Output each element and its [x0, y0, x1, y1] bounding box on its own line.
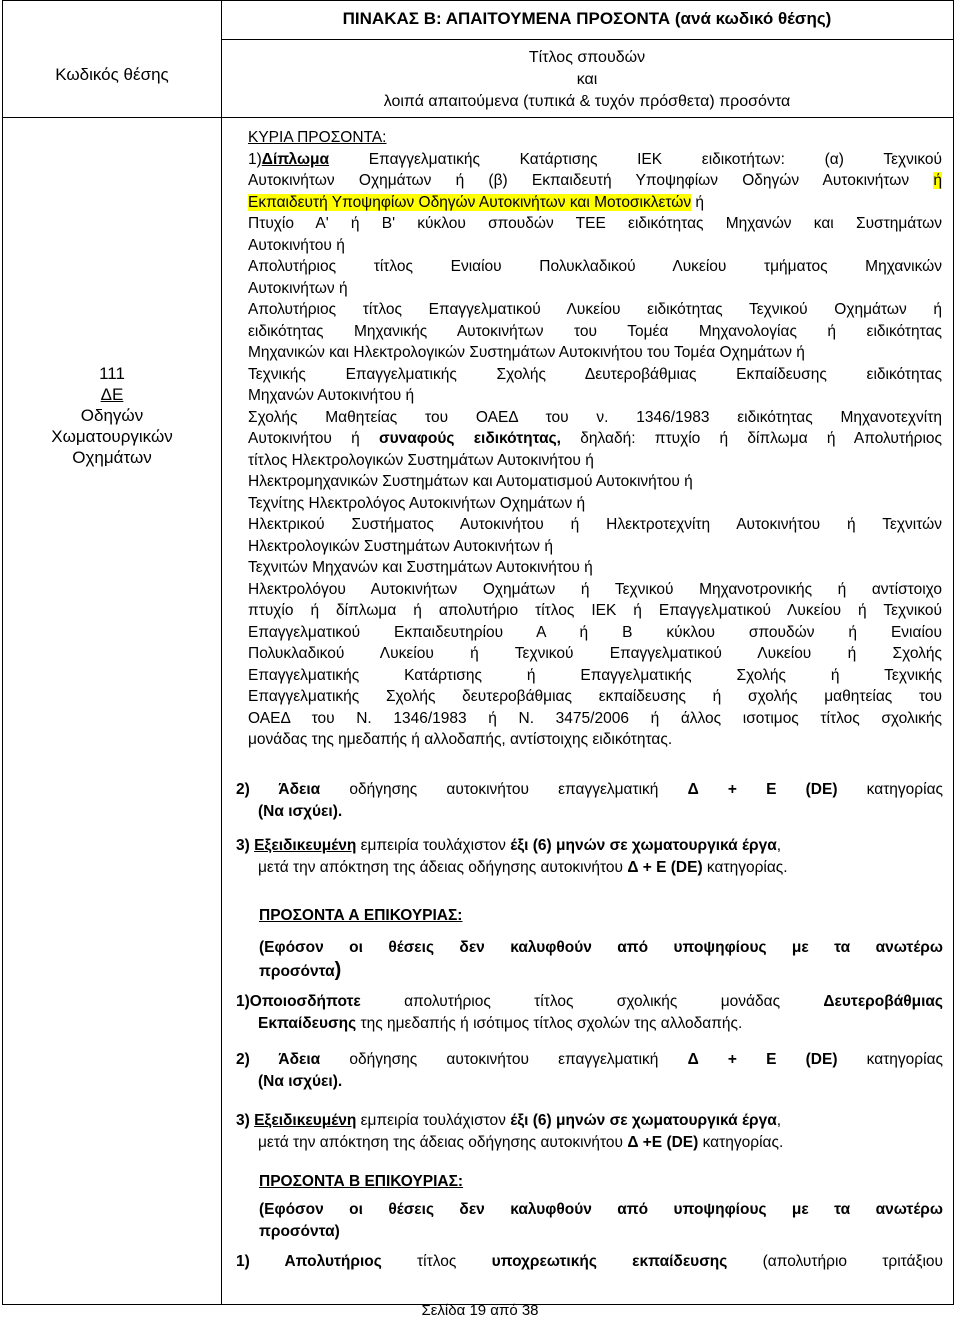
main-line: Αυτοκινήτου ή συναφούς ειδικότητας, δηλαδή: πτυχίο ή δίπλωμα ή Απολυτήριος — [248, 430, 943, 447]
main-line: Τεχνιτών Μηχανών και Συστημάτων Αυτοκινήτου ή — [248, 559, 593, 576]
main-line: Τεχνίτης Ηλεκτρολόγος Αυτοκινήτων Οχημάτων ή — [248, 494, 586, 512]
auxiliary-a-section: ΠΡΟΣΟΝΤΑ Α ΕΠΙΚΟΥΡΙΑΣ: (Εφόσον οι θέσεις δεν καλυφθούν από υποψηφίους με τα ανωτέρω προσόντα) — [259, 907, 943, 981]
position-name-line-1: Οδηγών — [80, 406, 144, 425]
column-header-code: Κωδικός θέσης — [55, 65, 169, 84]
auxiliary-a-item-2: 2) Άδεια οδήγησης αυτοκινήτου επαγγελματική Δ + Ε (DE) κατηγορίας (Να ισχύει). — [236, 1051, 943, 1090]
auxiliary-a-item-1: 1)Οποιοσδήποτε απολυτήριος τίτλος σχολικής μονάδας Δευτεροβάθμιας Εκπαίδευσης της ημεδαπής ή ισότιμος τίτλος σχολών της αλλοδαπής. — [236, 993, 943, 1032]
auxiliary-a-heading: ΠΡΟΣΟΝΤΑ Α ΕΠΙΚΟΥΡΙΑΣ: — [259, 907, 463, 924]
main-line: Εκπαιδευτή Υποψηφίων Οδηγών Αυτοκινήτων και Μοτοσικλετών ή — [248, 193, 705, 211]
main-line: Τεχνικής Επαγγελματικής Σχολής Δευτεροβάθμιας Εκπαίδευσης ειδικότητας — [248, 365, 942, 383]
main-line: πτυχίο ή δίπλωμα ή απολυτήριο τίτλος ΙΕΚ ή Επαγγελματικού Λυκείου ή Τεχνικού — [248, 602, 942, 619]
requirements-table — [2, 0, 954, 1305]
main-line: Επαγγελματικής Κατάρτισης ή Επαγγελματικής Σχολής ή Τεχνικής — [248, 666, 942, 684]
main-line: Μηχανών Αυτοκινήτου ή — [248, 387, 415, 404]
main-line: Πτυχίο Α' ή Β' κύκλου σπουδών ΤΕΕ ειδικότητας Μηχανών και Συστημάτων — [248, 215, 942, 232]
page-footer: Σελίδα 19 από 38 — [421, 1302, 539, 1319]
main-line: ειδικότητας Μηχανικής Αυτοκινήτων του Τομέα Μηχανολογίας ή ειδικότητας — [248, 322, 942, 340]
main-heading — [248, 127, 942, 149]
row-divider-header — [3, 117, 953, 118]
main-line: Απολυτήριος τίτλος Ενιαίου Πολυκλαδικού Λυκείου τμήματος Μηχανικών — [248, 258, 942, 275]
position-code: 111 — [99, 364, 125, 383]
auxiliary-b-section: ΠΡΟΣΟΝΤΑ Β ΕΠΙΚΟΥΡΙΑΣ: (Εφόσον οι θέσεις δεν καλυφθούν από υποψηφίους με τα ανωτέρω προσόντα) — [259, 1173, 943, 1240]
main-line: Αυτοκινήτων ή — [248, 279, 348, 297]
auxiliary-a-item-3: 3) Εξειδικευμένη εμπειρία τουλάχιστον έξι (6) μηνών σε χωματουργικά έργα, μετά την απόκτηση της άδειας οδήγησης αυτοκινήτου Δ +Ε (DE) κατηγορίας. — [236, 1112, 784, 1151]
main-line: Ηλεκτρολόγου Αυτοκινήτων Οχημάτων ή Τεχνικού Μηχανοτρονικής ή αντίστοιχο — [248, 580, 942, 598]
auxiliary-b-item-1: 1) Απολυτήριος τίτλος υποχρεωτικής εκπαίδευσης (απολυτήριο τριτάξιου — [236, 1253, 943, 1270]
main-line: 1)Δίπλωμα Επαγγελματικής Κατάρτισης ΙΕΚ ειδικοτήτων: (α) Τεχνικού — [248, 150, 942, 168]
main-line: Ηλεκτρικού Συστήματος Αυτοκινήτου ή Ηλεκτροτεχνίτη Αυτοκινήτου ή Τεχνιτών — [248, 516, 942, 533]
main-line: Επαγγελματικής Σχολής δευτεροβάθμιας εκπαίδευσης ή σχολής μαθητείας του — [248, 688, 942, 705]
header-line-1: Τίτλος σπουδών — [528, 49, 646, 66]
main-line: Επαγγελματικού Εκπαιδευτηρίου Α ή Β κύκλου σπουδών ή Ενιαίου — [248, 623, 942, 641]
header-line-2: και — [576, 71, 598, 88]
main-line: Αυτοκινήτων Οχημάτων ή (β) Εκπαιδευτή Υποψηφίων Οδηγών Αυτοκινήτων ή — [248, 172, 942, 189]
auxiliary-b-heading: ΠΡΟΣΟΝΤΑ Β ΕΠΙΚΟΥΡΙΑΣ: — [259, 1173, 464, 1190]
position-category: ΔΕ — [100, 385, 124, 404]
column-header-qualifications — [221, 47, 953, 113]
main-line: Πολυκλαδικού Λυκείου ή Τεχνικού Επαγγελματικού Λυκείου ή Σχολής — [248, 645, 942, 662]
main-line: Ηλεκτρολογικών Συστημάτων Αυτοκινήτων ή — [248, 537, 553, 555]
column-divider — [221, 1, 222, 1304]
main-line: Μηχανικών και Ηλεκτρολογικών Συστημάτων Αυτοκινήτου του Τομέα Οχημάτων ή — [248, 344, 805, 361]
row-divider-title — [221, 39, 953, 40]
position-name-line-3: Οχημάτων — [72, 448, 152, 467]
table-title: ΠΙΝΑΚΑΣ Β: ΑΠΑΙΤΟΥΜΕΝΑ ΠΡΟΣΟΝΤΑ (ανά κωδικό θέσης) — [342, 9, 832, 28]
main-line: Σχολής Μαθητείας του ΟΑΕΔ του ν. 1346/1983 ειδικότητας Μηχανοτεχνίτη — [248, 408, 942, 426]
position-code-cell — [3, 363, 221, 468]
main-line: μονάδας της ημεδαπής ή αλλοδαπής, αντίστοιχης ειδικότητας. — [248, 731, 673, 748]
main-qualifications — [248, 127, 942, 751]
experience-requirement: 3) Εξειδικευμένη εμπειρία τουλάχιστον έξι (6) μηνών σε χωματουργικά έργα, μετά την απόκτηση της άδειας οδήγησης αυτοκινήτου Δ + Ε (DE) κατηγορίας. — [236, 837, 788, 876]
main-line: Αυτοκινήτου ή — [248, 236, 345, 254]
main-line: Απολυτήριος τίτλος Επαγγελματικού Λυκείου ειδικότητας Τεχνικού Οχημάτων ή — [248, 301, 942, 318]
main-line: Ηλεκτρομηχανικών Συστημάτων και Αυτοματισμού Αυτοκινήτου ή — [248, 473, 693, 490]
main-line: τίτλος Ηλεκτρολογικών Συστημάτων Αυτοκινήτου ή — [248, 451, 594, 469]
license-requirement: 2) Άδεια οδήγησης αυτοκινήτου επαγγελματική Δ + Ε (DE) κατηγορίας (Να ισχύει). — [236, 781, 943, 820]
main-line: ΟΑΕΔ του Ν. 1346/1983 ή Ν. 3475/2006 ή άλλος ισοτιμος τίτλος σχολικής — [248, 709, 942, 727]
header-line-3: λοιπά απαιτούμενα (τυπικά & τυχόν πρόσθετα) προσόντα — [383, 93, 791, 110]
main-heading-text: ΚΥΡΙΑ ΠΡΟΣΟΝΤΑ: — [248, 129, 387, 146]
position-name-line-2: Χωματουργικών — [51, 427, 173, 446]
